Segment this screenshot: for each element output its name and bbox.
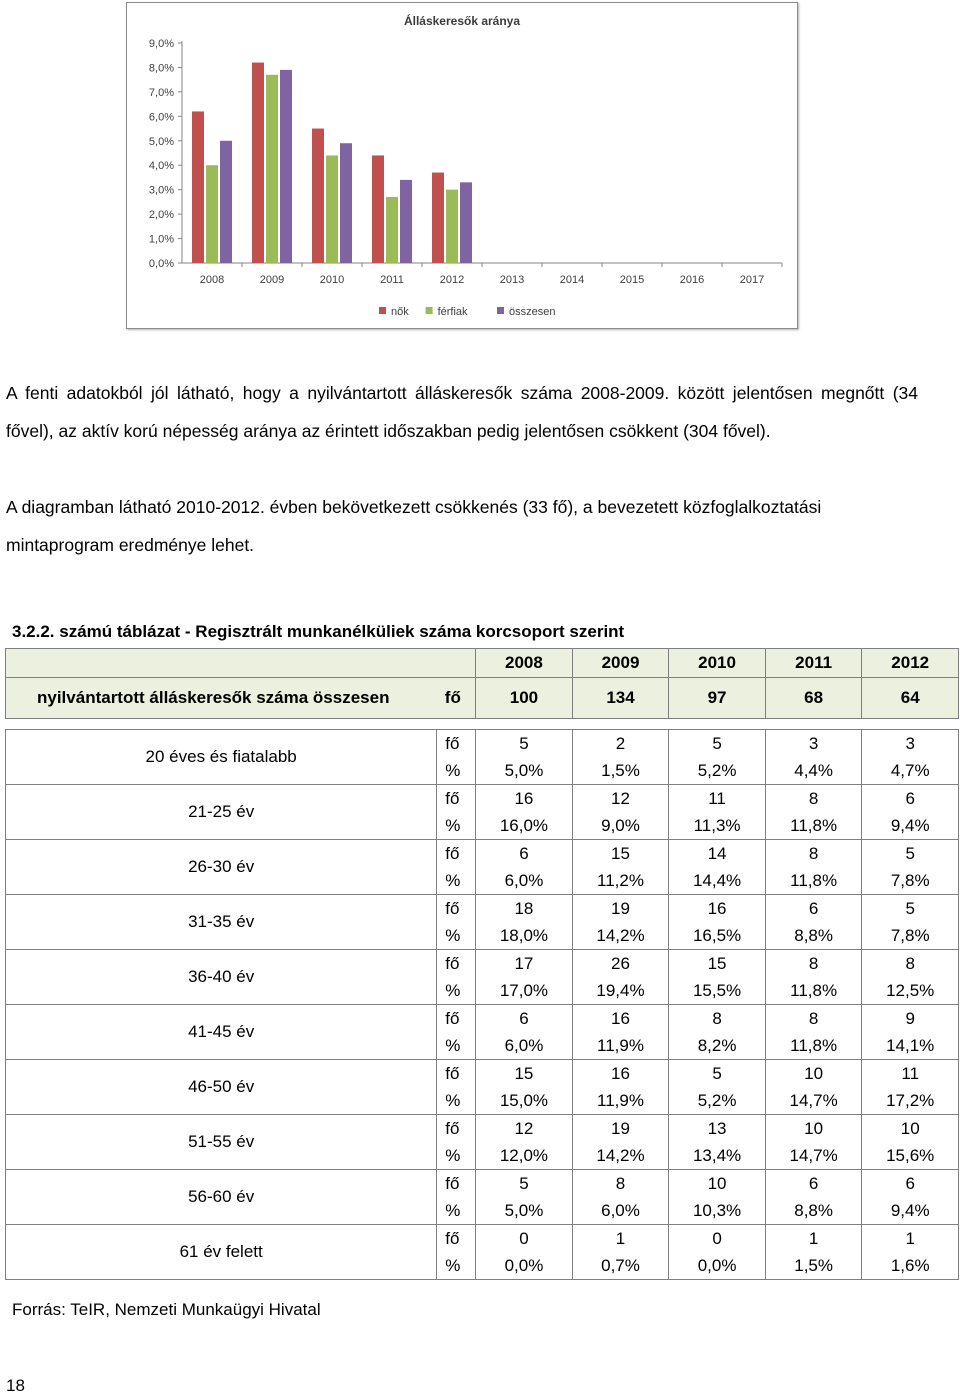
count-cell: 2 [572, 730, 669, 758]
unit-pct-cell: % [437, 1197, 476, 1225]
count-cell: 10 [862, 1115, 959, 1143]
y-tick-label: 7,0% [148, 86, 174, 99]
pct-cell: 16,5% [669, 922, 766, 950]
bar-nők-2010 [312, 129, 324, 263]
legend-label: összesen [509, 306, 556, 318]
count-cell: 8 [669, 1005, 766, 1033]
x-tick-label: 2015 [619, 274, 645, 286]
pct-cell: 12,5% [862, 977, 959, 1005]
count-cell: 8 [765, 1005, 862, 1033]
x-tick-label: 2013 [499, 274, 525, 286]
count-cell: 26 [572, 950, 669, 978]
count-cell: 6 [765, 895, 862, 923]
bar-férfiak-2010 [326, 155, 338, 263]
table-row [6, 1115, 959, 1143]
pct-cell: 18,0% [476, 922, 573, 950]
count-cell: 3 [862, 730, 959, 758]
pct-cell: 9,4% [862, 1197, 959, 1225]
pct-cell: 10,3% [669, 1197, 766, 1225]
header-blank-cell [6, 649, 476, 678]
unit-count-cell: fő [437, 1005, 476, 1033]
table-row [6, 1060, 959, 1088]
count-cell: 11 [862, 1060, 959, 1088]
table-total-row [6, 678, 959, 719]
count-cell: 19 [572, 1115, 669, 1143]
y-tick-label: 8,0% [148, 62, 174, 75]
pct-cell: 14,7% [765, 1142, 862, 1170]
pct-cell: 17,2% [862, 1087, 959, 1115]
count-cell: 8 [765, 950, 862, 978]
total-value-cell: 97 [669, 678, 766, 719]
pct-cell: 11,3% [669, 812, 766, 840]
count-cell: 16 [669, 895, 766, 923]
count-cell: 8 [765, 785, 862, 813]
table-header-row [6, 649, 959, 678]
count-cell: 1 [862, 1225, 959, 1253]
pct-cell: 1,5% [572, 757, 669, 785]
x-tick-label: 2011 [380, 274, 404, 286]
count-cell: 14 [669, 840, 766, 868]
pct-cell: 5,2% [669, 1087, 766, 1115]
pct-cell: 11,8% [765, 812, 862, 840]
unit-count-cell: fő [437, 730, 476, 758]
table-row [6, 730, 959, 758]
count-cell: 8 [765, 840, 862, 868]
bar-chart-frame [126, 2, 798, 329]
pct-cell: 6,0% [572, 1197, 669, 1225]
count-cell: 13 [669, 1115, 766, 1143]
bar-férfiak-2011 [386, 197, 398, 263]
count-cell: 6 [862, 1170, 959, 1198]
count-cell: 8 [862, 950, 959, 978]
count-cell: 15 [476, 1060, 573, 1088]
count-cell: 1 [572, 1225, 669, 1253]
count-cell: 5 [862, 840, 959, 868]
source-note: Forrás: TeIR, Nemzeti Munkaügyi Hivatal [12, 1300, 321, 1319]
bar-nők-2011 [372, 155, 384, 263]
pct-cell: 11,8% [765, 1032, 862, 1060]
chart-title: Álláskeresők aránya [403, 14, 521, 28]
table-row [6, 785, 959, 813]
age-group-label: 61 év felett [6, 1225, 437, 1280]
bar-összesen-2011 [400, 180, 412, 263]
count-cell: 6 [765, 1170, 862, 1198]
total-value-cell: 68 [765, 678, 862, 719]
total-value-cell: 134 [572, 678, 669, 719]
count-cell: 16 [572, 1005, 669, 1033]
count-cell: 16 [572, 1060, 669, 1088]
unit-pct-cell: % [437, 1087, 476, 1115]
count-cell: 5 [669, 730, 766, 758]
count-cell: 5 [669, 1060, 766, 1088]
count-cell: 12 [572, 785, 669, 813]
bar-férfiak-2008 [206, 165, 218, 263]
count-cell: 1 [765, 1225, 862, 1253]
age-group-label: 31-35 év [6, 895, 437, 950]
total-unit-cell: fő [437, 678, 476, 719]
pct-cell: 8,8% [765, 922, 862, 950]
header-year-cell: 2010 [669, 649, 766, 678]
unit-pct-cell: % [437, 1252, 476, 1280]
age-group-label: 20 éves és fiatalabb [6, 730, 437, 785]
pct-cell: 6,0% [476, 867, 573, 895]
pct-cell: 0,0% [476, 1252, 573, 1280]
pct-cell: 7,8% [862, 867, 959, 895]
legend-swatch-nők [379, 307, 386, 314]
count-cell: 10 [765, 1060, 862, 1088]
pct-cell: 15,6% [862, 1142, 959, 1170]
pct-cell: 16,0% [476, 812, 573, 840]
legend-label: férfiak [437, 306, 468, 318]
pct-cell: 15,0% [476, 1087, 573, 1115]
unit-count-cell: fő [437, 1170, 476, 1198]
y-tick-label: 9,0% [148, 38, 174, 50]
table-row [6, 895, 959, 923]
bar-összesen-2012 [460, 182, 472, 263]
pct-cell: 17,0% [476, 977, 573, 1005]
pct-cell: 15,5% [669, 977, 766, 1005]
count-cell: 17 [476, 950, 573, 978]
pct-cell: 0,7% [572, 1252, 669, 1280]
bar-összesen-2009 [280, 70, 292, 263]
header-year-cell: 2011 [765, 649, 862, 678]
age-group-label: 46-50 év [6, 1060, 437, 1115]
table-row [6, 1225, 959, 1253]
age-group-label: 56-60 év [6, 1170, 437, 1225]
legend-label: nők [391, 306, 409, 318]
pct-cell: 5,0% [476, 1197, 573, 1225]
y-tick-label: 4,0% [148, 160, 174, 173]
count-cell: 11 [669, 785, 766, 813]
total-value-cell: 100 [476, 678, 573, 719]
bar-nők-2012 [432, 173, 444, 263]
count-cell: 16 [476, 785, 573, 813]
unit-count-cell: fő [437, 840, 476, 868]
y-tick-label: 2,0% [148, 209, 174, 222]
unit-pct-cell: % [437, 757, 476, 785]
unit-count-cell: fő [437, 1060, 476, 1088]
y-tick-label: 6,0% [148, 111, 174, 124]
unit-pct-cell: % [437, 812, 476, 840]
pct-cell: 14,2% [572, 922, 669, 950]
page-number: 18 [6, 1376, 25, 1395]
count-cell: 3 [765, 730, 862, 758]
unit-pct-cell: % [437, 1142, 476, 1170]
bar-chart [127, 3, 797, 328]
bar-férfiak-2009 [266, 75, 278, 263]
pct-cell: 19,4% [572, 977, 669, 1005]
count-cell: 0 [476, 1225, 573, 1253]
y-tick-label: 0,0% [148, 258, 174, 270]
count-cell: 6 [476, 840, 573, 868]
unit-count-cell: fő [437, 895, 476, 923]
count-cell: 6 [476, 1005, 573, 1033]
unit-pct-cell: % [437, 867, 476, 895]
x-tick-label: 2016 [679, 274, 705, 286]
pct-cell: 11,8% [765, 977, 862, 1005]
pct-cell: 8,2% [669, 1032, 766, 1060]
pct-cell: 0,0% [669, 1252, 766, 1280]
unit-pct-cell: % [437, 1032, 476, 1060]
count-cell: 18 [476, 895, 573, 923]
pct-cell: 9,0% [572, 812, 669, 840]
pct-cell: 9,4% [862, 812, 959, 840]
pct-cell: 7,8% [862, 922, 959, 950]
bar-férfiak-2012 [446, 190, 458, 263]
count-cell: 0 [669, 1225, 766, 1253]
pct-cell: 14,2% [572, 1142, 669, 1170]
paragraph-1: A fenti adatokból jól látható, hogy a nyilvántartott álláskeresők száma 2008-2009. között jelentősen megnőtt (34 fővel), az aktív korú népesség aránya az érintett időszakban pedig jelentősen csökkent (304 fővel). [6, 383, 918, 441]
pct-cell: 12,0% [476, 1142, 573, 1170]
pct-cell: 1,6% [862, 1252, 959, 1280]
bar-nők-2008 [192, 111, 204, 263]
unit-count-cell: fő [437, 950, 476, 978]
pct-cell: 11,2% [572, 867, 669, 895]
count-cell: 9 [862, 1005, 959, 1033]
pct-cell: 8,8% [765, 1197, 862, 1225]
x-tick-label: 2014 [559, 274, 585, 286]
age-group-label: 26-30 év [6, 840, 437, 895]
count-cell: 6 [862, 785, 959, 813]
count-cell: 15 [669, 950, 766, 978]
count-cell: 8 [572, 1170, 669, 1198]
bar-összesen-2008 [220, 141, 232, 263]
header-year-cell: 2008 [476, 649, 573, 678]
unit-count-cell: fő [437, 785, 476, 813]
count-cell: 19 [572, 895, 669, 923]
count-cell: 5 [476, 730, 573, 758]
pct-cell: 1,5% [765, 1252, 862, 1280]
unit-pct-cell: % [437, 922, 476, 950]
x-tick-label: 2017 [739, 274, 765, 286]
header-year-cell: 2012 [862, 649, 959, 678]
pct-cell: 14,4% [669, 867, 766, 895]
pct-cell: 11,9% [572, 1087, 669, 1115]
spacer-cell [6, 719, 959, 730]
header-year-cell: 2009 [572, 649, 669, 678]
table-caption: 3.2.2. számú táblázat - Regisztrált munkanélküliek száma korcsoport szerint [12, 622, 625, 641]
age-group-label: 51-55 év [6, 1115, 437, 1170]
unit-count-cell: fő [437, 1225, 476, 1253]
count-cell: 10 [669, 1170, 766, 1198]
age-group-table [5, 648, 959, 1280]
pct-cell: 11,9% [572, 1032, 669, 1060]
pct-cell: 14,7% [765, 1087, 862, 1115]
x-tick-label: 2008 [199, 274, 225, 286]
bar-nők-2009 [252, 63, 264, 263]
x-tick-label: 2009 [259, 274, 285, 286]
legend-swatch-férfiak [426, 307, 433, 314]
table-row [6, 1005, 959, 1033]
pct-cell: 14,1% [862, 1032, 959, 1060]
age-group-label: 41-45 év [6, 1005, 437, 1060]
total-label-cell: nyilvántartott álláskeresők száma összesen [6, 678, 437, 719]
paragraph-2: A diagramban látható 2010-2012. évben bekövetkezett csökkenés (33 fő), a bevezetett közfoglalkoztatási mintaprogram eredménye lehet. [6, 497, 822, 555]
count-cell: 5 [862, 895, 959, 923]
pct-cell: 4,7% [862, 757, 959, 785]
unit-count-cell: fő [437, 1115, 476, 1143]
pct-cell: 6,0% [476, 1032, 573, 1060]
count-cell: 5 [476, 1170, 573, 1198]
count-cell: 12 [476, 1115, 573, 1143]
bar-összesen-2010 [340, 143, 352, 263]
pct-cell: 5,2% [669, 757, 766, 785]
table-row [6, 950, 959, 978]
age-group-label: 21-25 év [6, 785, 437, 840]
pct-cell: 5,0% [476, 757, 573, 785]
x-tick-label: 2010 [319, 274, 345, 286]
y-tick-label: 3,0% [148, 184, 174, 197]
age-group-label: 36-40 év [6, 950, 437, 1005]
x-tick-label: 2012 [439, 274, 465, 286]
pct-cell: 4,4% [765, 757, 862, 785]
y-tick-label: 5,0% [148, 135, 174, 148]
table-spacer-row [6, 719, 959, 730]
legend-swatch-összesen [497, 307, 504, 314]
unit-pct-cell: % [437, 977, 476, 1005]
y-tick-label: 1,0% [148, 233, 174, 246]
pct-cell: 13,4% [669, 1142, 766, 1170]
count-cell: 15 [572, 840, 669, 868]
pct-cell: 11,8% [765, 867, 862, 895]
table-row [6, 840, 959, 868]
total-value-cell: 64 [862, 678, 959, 719]
count-cell: 10 [765, 1115, 862, 1143]
table-row [6, 1170, 959, 1198]
